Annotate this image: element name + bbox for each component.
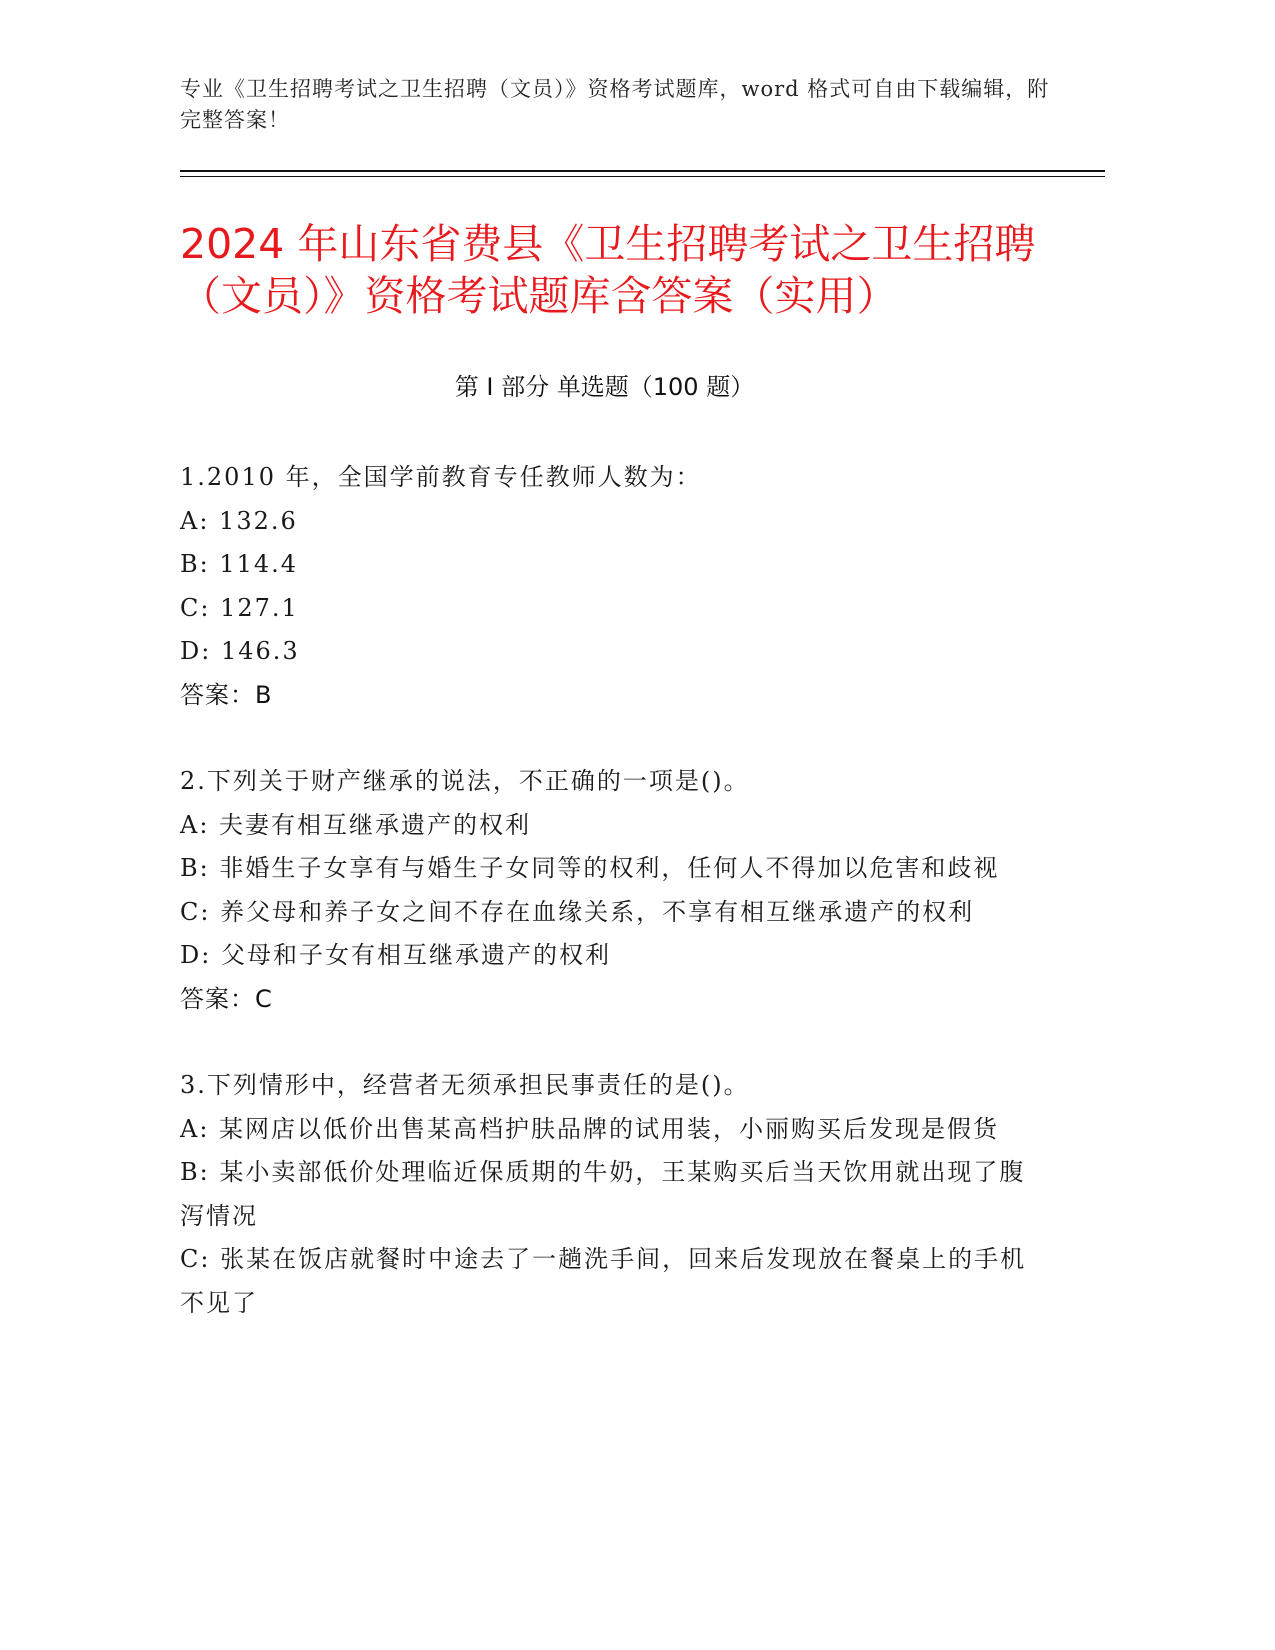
option-a: A: 某网店以低价出售某高档护肤品牌的试用装，小丽购买后发现是假货: [180, 1114, 1000, 1143]
option-d: D: 146.3: [180, 637, 300, 665]
option-a: A: 132.6: [180, 506, 298, 535]
section-title: 第 I 部分 单选题（100 题）: [454, 373, 755, 401]
option-a: A: 夫妻有相互继承遗产的权利: [180, 810, 532, 839]
option-c: C: 127.1: [180, 593, 299, 622]
option-d: D: 父母和子女有相互继承遗产的权利: [180, 941, 611, 969]
option-c: C: 养父母和养子女之间不存在血缘关系，不享有相互继承遗产的权利: [180, 897, 975, 926]
question-2: [180, 760, 1030, 1021]
header-note: 专业《卫生招聘考试之卫生招聘（文员）》资格考试题库，word 格式可自由下载编辑，附完整答案！: [180, 77, 1050, 132]
answer: 答案：C: [180, 984, 273, 1013]
question-stem: 3.下列情形中，经营者无须承担民事责任的是()。: [180, 1071, 750, 1099]
answer: 答案：B: [180, 680, 273, 709]
question-stem: 1.2010 年，全国学前教育专任教师人数为：: [180, 463, 702, 491]
document-title: 2024 年山东省费县《卫生招聘考试之卫生招聘（文员）》资格考试题库含答案（实用）: [180, 220, 1036, 320]
question-stem: 2.下列关于财产继承的说法，不正确的一项是()。: [180, 767, 750, 795]
question-list: [180, 456, 1030, 1368]
question-3: [180, 1064, 1030, 1325]
header-divider-thick: [180, 170, 1105, 172]
option-b: B: 某小卖部低价处理临近保质期的牛奶，王某购买后当天饮用就出现了腹泻情况: [180, 1158, 1026, 1230]
question-1: [180, 456, 1030, 717]
option-b: B: 非婚生子女享有与婚生子女同等的权利，任何人不得加以危害和歧视: [180, 854, 1000, 882]
option-b: B: 114.4: [180, 550, 299, 578]
header-divider-thin: [180, 176, 1105, 177]
option-c: C: 张某在饭店就餐时中途去了一趟洗手间，回来后发现放在餐桌上的手机不见了: [180, 1245, 1027, 1317]
